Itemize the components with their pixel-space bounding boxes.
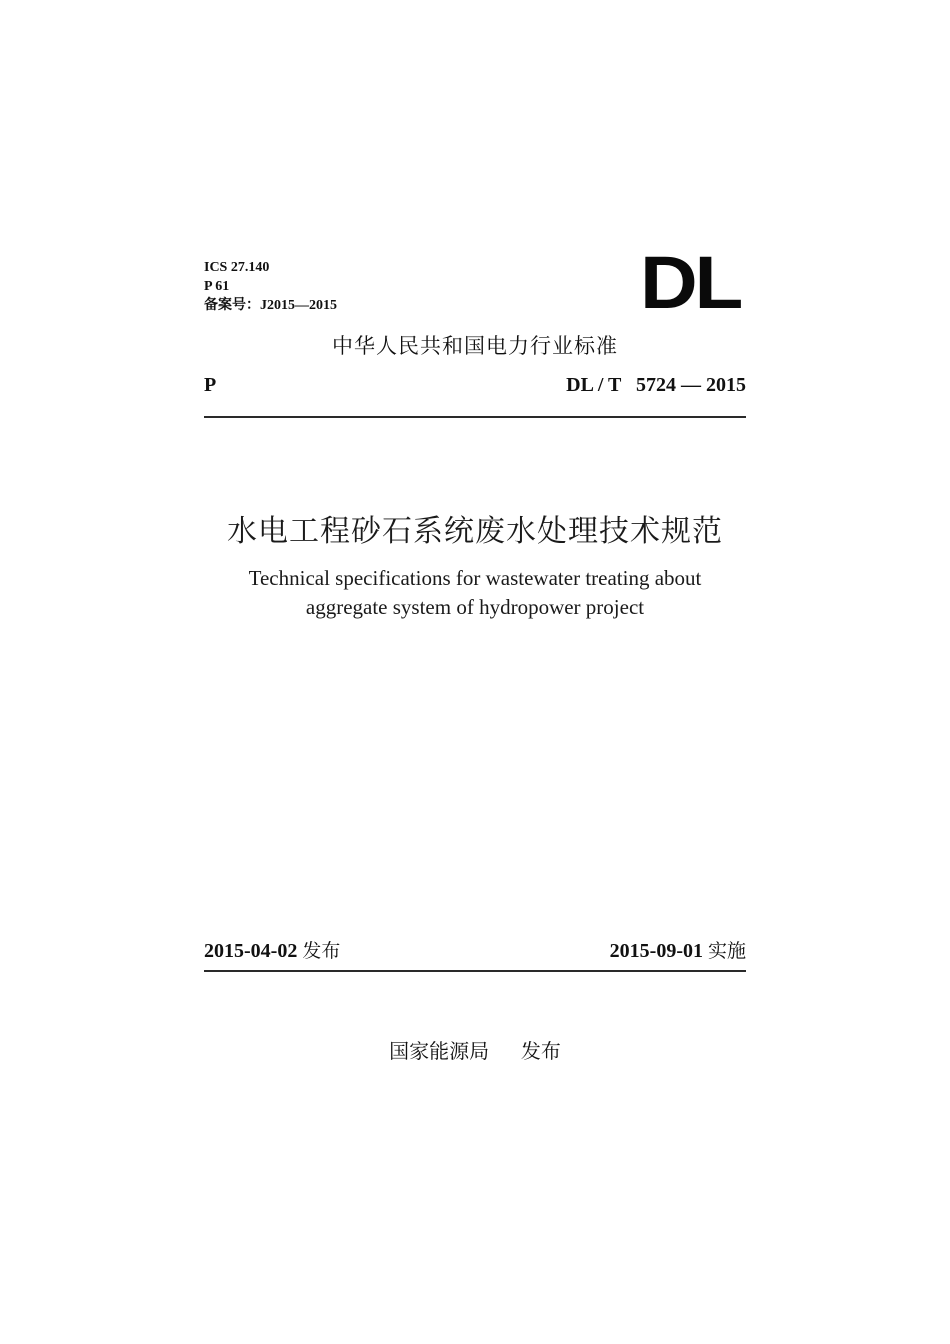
publisher-line — [0, 1035, 950, 1064]
bottom-divider — [204, 970, 746, 972]
issue-date-block — [204, 936, 340, 963]
industry-standard-heading: 中华人民共和国电力行业标准 — [332, 334, 618, 358]
title-english-line-2: aggregate system of hydropower project — [305, 595, 645, 619]
standard-number: DL / T 5724 — 2015 — [566, 374, 746, 396]
title-chinese: 水电工程砂石系统废水处理技术规范 — [227, 514, 723, 549]
implement-date: 2015-09-01 — [609, 940, 703, 962]
classification-code: P — [204, 374, 217, 396]
ccs-code: P 61 — [204, 279, 230, 294]
dl-logo: DL — [640, 241, 741, 324]
issue-label: 发布 — [302, 940, 341, 962]
publisher-name: 国家能源局 — [389, 1039, 490, 1063]
issue-date: 2015-04-02 — [204, 940, 298, 962]
top-divider — [204, 416, 746, 418]
ics-code: ICS 27.140 — [204, 260, 270, 275]
title-english-line-1: Technical specifications for wastewater treating about — [248, 566, 702, 590]
title-english — [0, 564, 950, 622]
filing-number: 备案号：J2015—2015 — [204, 298, 337, 313]
publisher-action: 发布 — [520, 1039, 561, 1063]
standard-meta-block — [204, 258, 337, 315]
implement-date-block — [610, 936, 746, 963]
implement-label: 实施 — [707, 940, 746, 962]
